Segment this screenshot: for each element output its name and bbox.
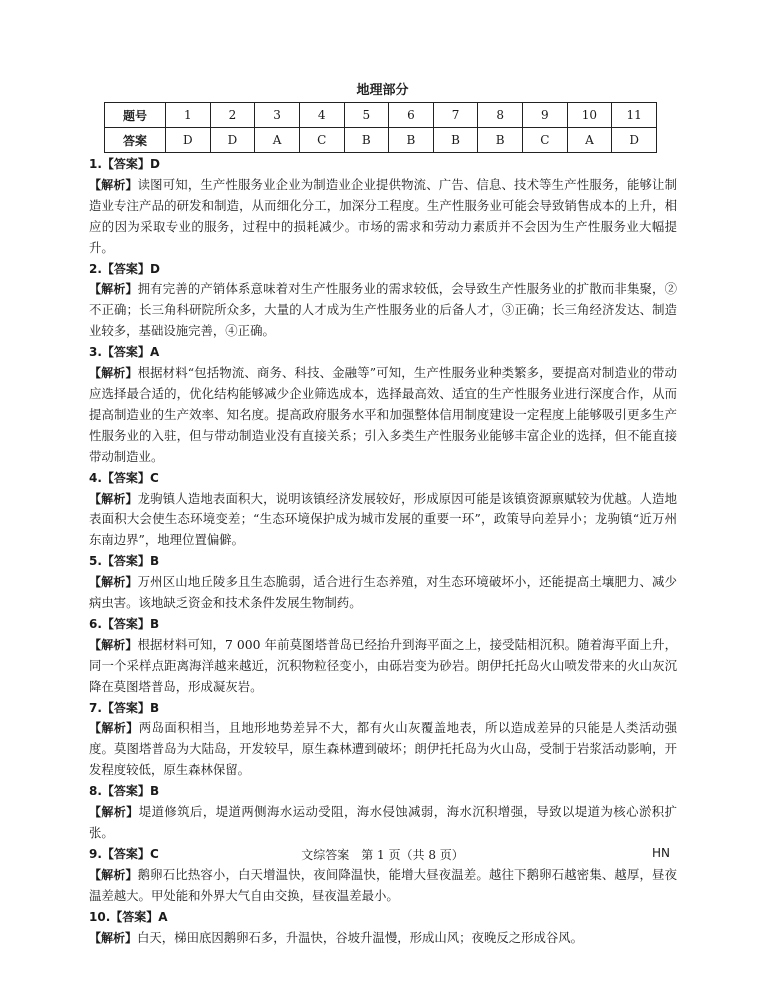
question-block: [89, 154, 677, 259]
question-num: 4.: [89, 470, 102, 485]
question-block: [89, 551, 677, 614]
answer-explanations: [89, 154, 677, 948]
answer-value: A: [149, 345, 160, 360]
question-num: 3.: [89, 345, 102, 360]
explanation-line: [89, 718, 677, 781]
answer-row: [105, 128, 657, 153]
answer-line: [89, 551, 677, 572]
answer-cell: D: [166, 128, 211, 153]
question-number: 3: [255, 103, 300, 128]
explanation-tag: 【解析】: [89, 366, 138, 381]
answer-line: [89, 698, 677, 719]
answer-cell: A: [255, 128, 300, 153]
explanation-line: [89, 175, 677, 259]
explanation-text: 堤道修筑后，堤道两侧海水运动受阻，海水侵蚀减弱，海水沉积增强，导致以堤道为核心淤积扩张。: [89, 804, 677, 840]
question-block: [89, 259, 677, 343]
explanation-tag: 【解析】: [89, 637, 138, 652]
answer-tag: 【答案】: [101, 261, 150, 276]
explanation-text: 龙驹镇人造地表面积大，说明该镇经济发展较好，形成原因可能是该镇资源禀赋较为优越。人造地表面积大会使生态环境变差；“生态环境保护成为城市发展的重要一环”，政策导向差异小；龙驹镇“近万州东南边界”，地理位置偏僻。: [89, 490, 677, 548]
explanation-tag: 【解析】: [89, 575, 138, 590]
question-number: 4: [299, 103, 344, 128]
answer-value: C: [149, 846, 159, 861]
question-block: [89, 614, 677, 698]
answer-cell: C: [523, 128, 568, 153]
answer-value: B: [149, 700, 160, 715]
answer-cell: B: [433, 128, 478, 153]
answer-tag: 【答案】: [101, 846, 150, 861]
answer-value: B: [149, 616, 160, 631]
question-num: 1.: [89, 157, 102, 171]
answer-tag: 【答案】: [101, 700, 150, 715]
explanation-text: 白天，梯田底因鹅卵石多，升温快，谷坡升温慢，形成山风；夜晚反之形成谷风。: [137, 929, 584, 945]
explanation-text: 根据材料可知，7 000 年前莫图塔普岛已经抬升到海平面之上，接受陆相沉积。随着海平面上升，同一个采样点距离海洋越来越近，沉积物粒径变小，由砾岩变为砂岩。朗伊托托岛火山喷发带来的火山灰沉降在莫图塔普岛，形成凝灰岩。: [89, 636, 677, 694]
answer-tag: 【答案】: [110, 909, 159, 924]
region-code: HN: [652, 846, 670, 860]
explanation-line: [89, 363, 677, 468]
question-num: 7.: [89, 700, 102, 715]
section-title: 地理部分: [356, 83, 409, 98]
question-number: 5: [344, 103, 389, 128]
explanation-tag: 【解析】: [89, 867, 138, 882]
question-num: 2.: [89, 261, 102, 276]
answer-value: C: [149, 470, 159, 485]
answer-cell: B: [389, 128, 434, 153]
answer-tag: 【答案】: [101, 784, 150, 799]
question-number: 11: [612, 103, 657, 128]
question-block: [89, 468, 677, 552]
explanation-line: [89, 865, 677, 907]
explanation-text: 两岛面积相当，且地形地势差异不大，都有火山灰覆盖地表，所以造成差异的只能是人类活动强度。莫图塔普岛为大陆岛，开发较早，原生森林遭到破坏；朗伊托托岛为火山岛，受制于岩浆活动影响，开发程度较低，原生森林保留。: [89, 720, 677, 778]
question-block: [89, 342, 677, 467]
explanation-tag: 【解析】: [89, 177, 138, 192]
explanation-tag: 【解析】: [89, 721, 139, 736]
answer-value: B: [149, 554, 160, 569]
explanation-line: [89, 279, 677, 342]
explanation-line: [89, 489, 677, 552]
row-label-number: 题号: [105, 103, 166, 128]
answer-cell: D: [210, 128, 255, 153]
answer-cell: B: [478, 128, 523, 153]
answer-tag: 【答案】: [101, 616, 150, 631]
question-num: 10.: [89, 909, 111, 924]
answer-value: A: [158, 909, 168, 924]
explanation-line: [89, 802, 677, 844]
explanation-line: [89, 572, 677, 614]
question-number: 7: [433, 103, 478, 128]
explanation-text: 鹅卵石比热容小，白天增温快，夜间降温快，能增大昼夜温差。越往下鹅卵石越密集、越厚，昼夜温差越大。甲处能和外界大气自由交换，昼夜温差最小。: [89, 866, 677, 903]
row-label-answer: 答案: [105, 128, 166, 153]
explanation-line: [89, 928, 677, 949]
question-number: 6: [389, 103, 434, 128]
explanation-text: 根据材料“包括物流、商务、科技、金融等”可知，生产性服务业种类繁多，要提高对制造业的带动应选择最合适的，优化结构能够减少企业筛选成本，选择最高效、适宜的生产性服务业进行深度合作，从而提高制造业的生产效率、知名度。提高政府服务水平和加强整体信用制度建设一定程度上能够吸引更多生产性服务业的入驻，但与带动制造业没有直接关系；引入多类生产性服务业能够丰富企业的选择，但不能直接带动制造业。: [89, 365, 677, 464]
answer-value: D: [149, 261, 160, 276]
answer-line: [89, 614, 677, 635]
question-number: 8: [478, 103, 523, 128]
answer-table: [104, 102, 657, 153]
answer-line: [89, 259, 677, 280]
answer-tag: 【答案】: [101, 470, 150, 485]
question-number: 2: [210, 103, 255, 128]
explanation-tag: 【解析】: [89, 805, 139, 820]
answer-line: [89, 781, 677, 802]
answer-line: [89, 907, 677, 928]
answer-cell: D: [612, 128, 657, 153]
question-num: 6.: [89, 616, 102, 631]
answer-line: [89, 154, 677, 175]
explanation-text: 读图可知，生产性服务业企业为制造业企业提供物流、广告、信息、技术等生产性服务，能够让制造业专注产品的研发和制造，从而细化分工，加深分工程度。生产性服务业可能会导致销售成本的上升，相应的因为采取专业的服务，过程中的损耗减少。市场的需求和劳动力素质并不会因为生产性服务业大幅提升。: [89, 176, 677, 255]
explanation-tag: 【解析】: [89, 282, 138, 297]
question-block: [89, 781, 677, 844]
question-num: 5.: [89, 554, 102, 569]
answer-tag: 【答案】: [101, 157, 150, 171]
explanation-text: 万州区山地丘陵多且生态脆弱，适合进行生态养殖，对生态环境破坏小，还能提高土壤肥力、减少病虫害。该地缺乏资金和技术条件发展生物制药。: [89, 574, 677, 611]
answer-tag: 【答案】: [101, 345, 150, 360]
question-number: 10: [567, 103, 612, 128]
answer-cell: C: [299, 128, 344, 153]
answer-line: [89, 342, 677, 363]
answer-line: [89, 468, 677, 489]
explanation-tag: 【解析】: [89, 930, 138, 945]
question-num: 8.: [89, 784, 102, 799]
question-num: 9.: [89, 846, 102, 861]
explanation-line: [89, 635, 677, 698]
question-block: [89, 698, 677, 782]
answer-tag: 【答案】: [101, 554, 150, 569]
question-number-row: [105, 103, 657, 128]
page-number-label: 文综答案 第 1 页（共 8 页）: [301, 848, 464, 862]
explanation-text: 拥有完善的产销体系意味着对生产性服务业的需求较低，会导致生产性服务业的扩散而非集聚，②不正确；长三角科研院所众多，大量的人才成为生产性服务业的后备人才，③正确；长三角经济发达、制造业较多，基础设施完善，④正确。: [89, 281, 677, 339]
question-number: 1: [166, 103, 211, 128]
answer-value: D: [149, 157, 160, 171]
answer-value: B: [149, 784, 160, 799]
explanation-tag: 【解析】: [89, 491, 138, 506]
question-number: 9: [523, 103, 568, 128]
answer-cell: B: [344, 128, 389, 153]
answer-cell: A: [567, 128, 612, 153]
question-block: [89, 907, 677, 949]
